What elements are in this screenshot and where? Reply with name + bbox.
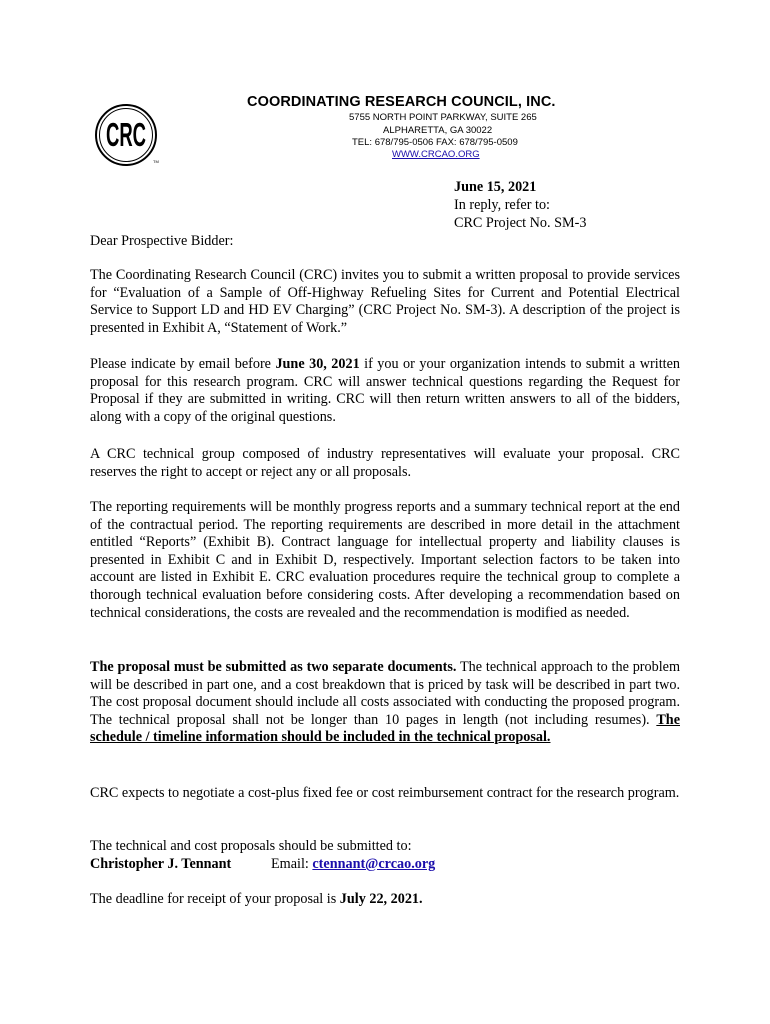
submission-emphasis: The schedule / timeline information should be included in the technical proposal. [90,711,680,746]
reply-line: In reply, refer to: [454,197,550,213]
contact-name: Christopher J. Tennant [90,855,232,872]
submission-body: The technical approach to the problem will be described in part one, and a cost breakdown that is priced by task will be described in part two. The cost proposal document should include all costs associated with conducting the proposed program. The technical proposal shall not be longer than 10 pages in length (not including resumes). [90,659,680,728]
email-link[interactable]: ctennant@crcao.org [312,855,436,872]
website-link[interactable]: WWW.CRCAO.ORG [392,149,480,160]
contact-line [90,856,680,874]
paragraph-intent [90,356,680,426]
address-line-2: ALPHARETTA, GA 30022 [383,125,493,136]
intent-post: if you or your organization intends to submit a written proposal for this research program. CRC will answer technical questions regarding the Request for Proposal if they are submitted in writing. CRC will then return written answers to all of the bidders, along with a copy of the original questions. [90,356,680,425]
paragraph-contract: CRC expects to negotiate a cost-plus fixed fee or cost reimbursement contract for the research program. [90,785,680,801]
contact-intro: The technical and cost proposals should be submitted to: [90,838,412,854]
organization-name: COORDINATING RESEARCH COUNCIL, INC. [247,94,556,110]
deadline-date: July 22, 2021. [339,891,423,907]
intent-pre: Please indicate by email before [90,356,276,372]
deadline-pre: The deadline for receipt of your proposal is [90,891,340,907]
reference-block [454,178,586,232]
paragraph-contact [90,838,680,873]
intent-deadline: June 30, 2021 [275,356,360,372]
phone-fax: TEL: 678/795-0506 FAX: 678/795-0509 [352,137,518,148]
paragraph-deadline [90,891,680,909]
crc-logo [94,100,160,170]
letter-date: June 15, 2021 [454,179,537,195]
project-number: CRC Project No. SM-3 [454,215,587,231]
address-line-1: 5755 NORTH POINT PARKWAY, SUITE 265 [349,112,537,123]
logo-text: CRC [106,116,146,154]
paragraph-reporting: The reporting requirements will be monthly progress reports and a summary technical report at the end of the contractual period. The reporting requirements are described in more detail in the attachment entitled “Reports” (Exhibit B). Contract language for intellectual property and liability clauses is presented in Exhibit C and in Exhibit D, respectively. Important selection factors to be taken into account are listed in Exhibit E. CRC evaluation procedures require the technical group to complete a thorough technical evaluation before considering costs. After developing a recommendation based on technical considerations, the costs are revealed and the recommendation is modified as needed. [90,499,680,621]
salutation: Dear Prospective Bidder: [90,233,234,249]
paragraph-submission [90,659,680,747]
email-label: Email: [271,855,313,872]
paragraph-evaluation: A CRC technical group composed of industry representatives will evaluate your proposal. CRC reserves the right to accept or reject any or all proposals. [90,446,680,480]
submission-lead: The proposal must be submitted as two separate documents. [90,659,457,675]
paragraph-invitation: The Coordinating Research Council (CRC) invites you to submit a written proposal to provide services for “Evaluation of a Sample of Off-Highway Refueling Sites for Current and Potential Electrical Service to Support LD and HD EV Charging” (CRC Project No. SM-3). A description of the project is presented in Exhibit A, “Statement of Work.” [90,267,680,336]
trademark-mark: TM [153,159,159,164]
